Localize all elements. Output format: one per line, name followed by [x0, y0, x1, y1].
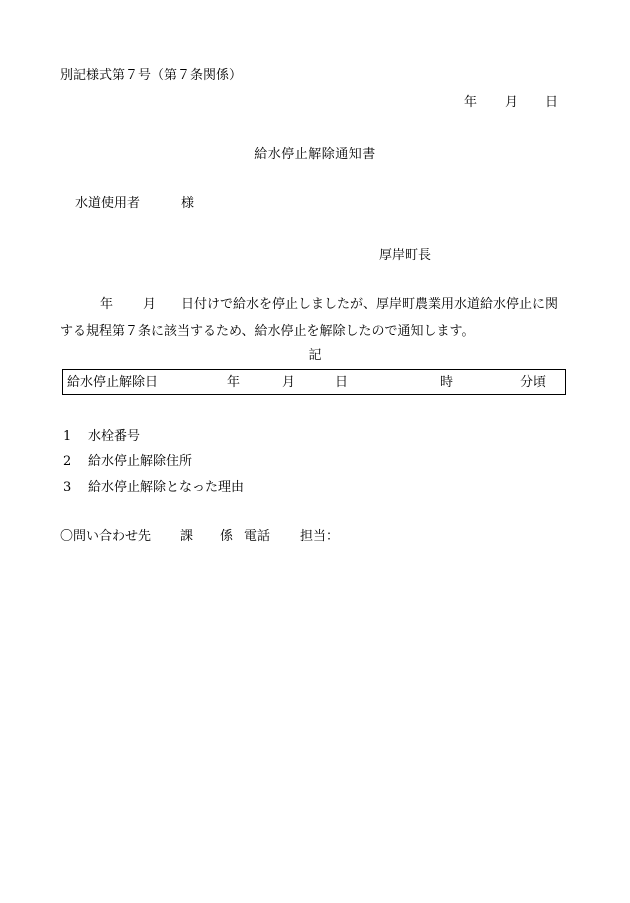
date-year-label: 年: [464, 95, 478, 110]
release-hour-label: 時: [440, 375, 454, 390]
contact-person-label: 担当：: [300, 529, 340, 544]
list-item-number: 2: [63, 454, 72, 469]
recipient-honorific: 様: [181, 196, 195, 211]
contact-label: 〇問い合わせ先: [60, 529, 152, 544]
date-month-label: 月: [505, 95, 519, 110]
release-date-label: 給水停止解除日: [67, 375, 159, 390]
list-item-text: 給水停止解除住所: [88, 454, 193, 469]
list-item: [63, 481, 244, 494]
date-day-label: 日: [545, 95, 559, 110]
list-item-number: 1: [63, 429, 72, 444]
recipient-name: 水道使用者: [75, 196, 141, 211]
contact-section-label: 課: [180, 529, 194, 544]
release-day-label: 日: [335, 375, 349, 390]
body-month-label: 月: [143, 297, 157, 312]
list-item: [63, 430, 140, 443]
issuer-name: 厚岸町長: [379, 248, 432, 263]
form-number: 別記様式第７号（第７条関係）: [60, 68, 243, 83]
contact-unit-label: 係: [220, 529, 234, 544]
list-item-text: 給水停止解除となった理由: [88, 480, 245, 495]
document-title: 給水停止解除通知書: [254, 147, 376, 162]
body-text-line2: する規程第７条に該当するため、給水停止を解除したので通知します。: [60, 324, 475, 339]
release-month-label: 月: [282, 375, 296, 390]
body-year-label: 年: [100, 297, 114, 312]
ki-heading: 記: [308, 348, 322, 363]
list-item-number: 3: [63, 480, 72, 495]
contact-phone-label: 電話: [244, 529, 271, 544]
list-item: [63, 455, 192, 468]
release-date-table: [62, 369, 566, 395]
body-text-line1: 日付けで給水を停止しましたが、厚岸町農業用水道給水停止に関: [181, 297, 559, 312]
release-minute-label: 分頃: [520, 375, 547, 390]
release-year-label: 年: [227, 375, 241, 390]
list-item-text: 水栓番号: [88, 429, 141, 444]
